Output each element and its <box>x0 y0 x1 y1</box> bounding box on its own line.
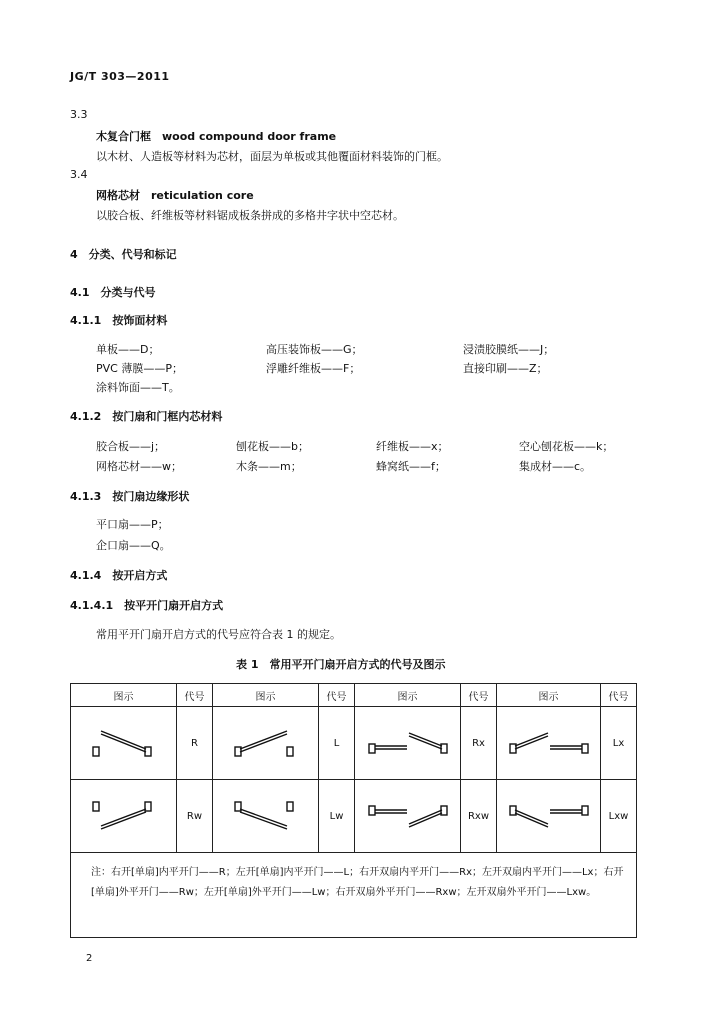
edge-item: 企口扇——Q。 <box>96 539 171 552</box>
core-item: 木条——m； <box>236 460 302 473</box>
section-3-4-title: 网格芯材 reticulation core <box>96 189 254 202</box>
door-diagram-rw <box>71 780 177 853</box>
table-1 <box>70 683 637 938</box>
header-code: 代号 <box>461 684 497 707</box>
code-cell: R <box>177 707 213 780</box>
code-cell: L <box>319 707 355 780</box>
door-diagram-l <box>213 707 319 780</box>
table-header-row <box>71 684 637 707</box>
section-4-1-3-heading: 4.1.3 按门扇边缘形状 <box>70 490 190 503</box>
door-diagram-rx <box>355 707 461 780</box>
page-number: 2 <box>86 953 93 964</box>
core-item: 胶合板——j； <box>96 440 166 453</box>
table-1-note <box>71 853 637 938</box>
header-figure: 图示 <box>213 684 319 707</box>
core-item: 集成材——c。 <box>519 460 592 473</box>
core-item: 刨花板——b； <box>236 440 309 453</box>
section-3-3-title: 木复合门框 wood compound door frame <box>96 130 337 143</box>
door-diagram-r <box>71 707 177 780</box>
core-item: 纤维板——x； <box>376 440 449 453</box>
facing-item: 浸渍胶膜纸——J； <box>463 343 555 356</box>
core-item: 蜂窝纸——f； <box>376 460 446 473</box>
facing-item: 涂料饰面——T。 <box>96 381 180 394</box>
door-diagram-lx <box>497 707 601 780</box>
code-cell: Lw <box>319 780 355 853</box>
code-cell: Rxw <box>461 780 497 853</box>
section-4-heading: 4 分类、代号和标记 <box>70 248 177 261</box>
header-figure: 图示 <box>71 684 177 707</box>
code-cell: Lx <box>601 707 637 780</box>
section-4-1-1-heading: 4.1.1 按饰面材料 <box>70 314 168 327</box>
door-diagram-rxw <box>355 780 461 853</box>
table-note-row <box>71 853 637 938</box>
header-code: 代号 <box>177 684 213 707</box>
core-item: 空心刨花板——k； <box>519 440 614 453</box>
section-3-3-text: 以木材、人造板等材料为芯材，面层为单板或其他覆面材料装饰的门框。 <box>96 150 448 163</box>
section-3-4-number: 3.4 <box>70 168 88 181</box>
standard-number: JG/T 303—2011 <box>70 70 170 83</box>
section-3-4-text: 以胶合板、纤维板等材料锯成板条拼成的多格井字状中空芯材。 <box>96 209 404 222</box>
table-row <box>71 707 637 780</box>
section-4-1-2-heading: 4.1.2 按门扇和门框内芯材料 <box>70 410 223 423</box>
door-diagram-lw <box>213 780 319 853</box>
header-figure: 图示 <box>355 684 461 707</box>
header-figure: 图示 <box>497 684 601 707</box>
section-4-1-4-1-text: 常用平开门扇开启方式的代号应符合表 1 的规定。 <box>96 628 341 641</box>
section-4-1-heading: 4.1 分类与代号 <box>70 286 156 299</box>
code-cell: Rw <box>177 780 213 853</box>
header-code: 代号 <box>601 684 637 707</box>
code-cell: Lxw <box>601 780 637 853</box>
facing-item: PVC 薄膜——P； <box>96 362 183 375</box>
facing-item: 浮雕纤维板——F； <box>266 362 361 375</box>
core-item: 网格芯材——w； <box>96 460 182 473</box>
facing-item: 直接印刷——Z； <box>463 362 548 375</box>
header-code: 代号 <box>319 684 355 707</box>
door-diagram-lxw <box>497 780 601 853</box>
code-cell: Rx <box>461 707 497 780</box>
edge-item: 平口扇——P； <box>96 518 169 531</box>
table-row <box>71 780 637 853</box>
table-1-note-text: 注：右开[单扇]内平开门——R；左开[单扇]内平开门——L；右开双扇内平开门——Rx；左开双扇内平开门——Lx；右开[单扇]外平开门——Rw；左开[单扇]外平开门——Lw；右开双扇外平开门——Rxw；左开双扇外平开门——Lxw。 <box>91 867 624 898</box>
section-3-3-number: 3.3 <box>70 108 88 121</box>
facing-item: 单板——D； <box>96 343 160 356</box>
section-4-1-4-1-heading: 4.1.4.1 按平开门扇开启方式 <box>70 599 224 612</box>
section-4-1-4-heading: 4.1.4 按开启方式 <box>70 569 168 582</box>
facing-item: 高压装饰板——G； <box>266 343 363 356</box>
table-1-caption: 表 1 常用平开门扇开启方式的代号及图示 <box>236 658 446 671</box>
